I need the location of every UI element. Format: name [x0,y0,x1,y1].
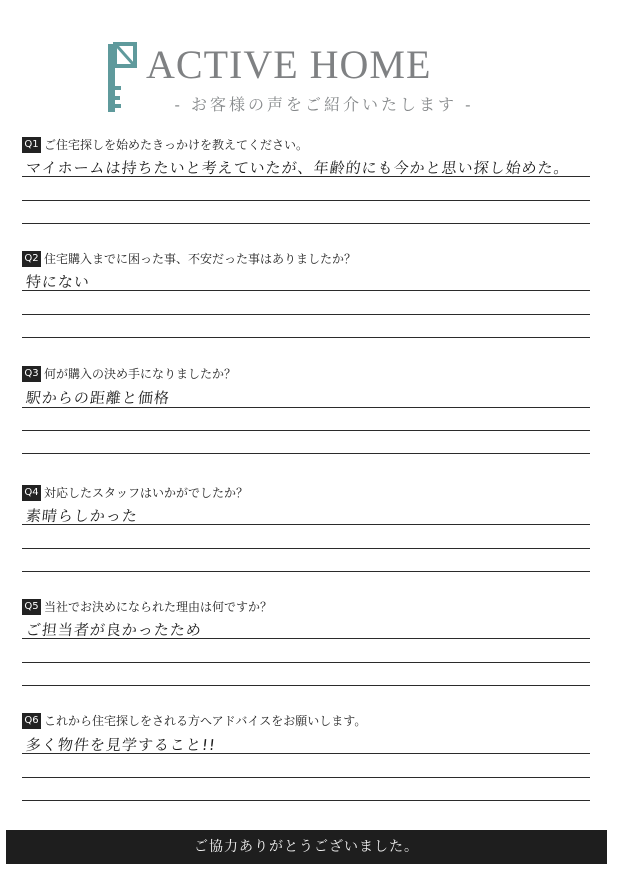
answer-line [22,662,590,663]
answer-1: マイホームは持ちたいと考えていたが、年齢的にも今かと思い探し始めた。 [25,159,571,177]
answer-line [22,314,590,315]
question-number: Q4 [22,485,41,501]
answer-line [22,777,590,778]
answer-5: ご担当者が良かったため [25,621,203,639]
question-text: 住宅購入までに困った事、不安だった事はありましたか？ [44,252,357,266]
brand-name: ACTIVE HOME [146,42,432,87]
answer-line [22,407,590,408]
answer-6: 多く物件を見学すること!! [25,736,217,754]
question-text: これから住宅探しをされる方へアドバイスをお願いします。 [44,714,367,728]
question-text: 対応したスタッフはいかがでしたか？ [44,486,249,500]
question-number: Q2 [22,251,41,267]
question-number: Q1 [22,137,41,153]
answer-line [22,524,590,525]
answer-line [22,290,590,291]
answer-line [22,685,590,686]
question-text: 当社でお決めになられた理由は何ですか？ [44,600,273,614]
question-number: Q3 [22,366,41,382]
answer-3: 駅からの距離と価格 [25,389,171,407]
answer-line [22,430,590,431]
answer-line [22,548,590,549]
answer-line [22,337,590,338]
answer-line [22,571,590,572]
key-logo-icon [106,42,138,114]
answer-line [22,223,590,224]
answer-line [22,453,590,454]
tagline: - お客様の声をご紹介いたします - [174,95,474,114]
answer-4: 素晴らしかった [25,507,139,525]
header [0,36,619,120]
answer-line [22,638,590,639]
question-text: ご住宅探しを始めたきっかけを教えてください。 [44,138,309,152]
thank-you-footer: ご協力ありがとうございました。 [6,830,607,864]
answer-line [22,753,590,754]
answer-line [22,800,590,801]
answer-line [22,200,590,201]
question-number: Q6 [22,713,41,729]
question-number: Q5 [22,599,41,615]
answer-2: 特にない [25,273,91,291]
answer-line [22,176,590,177]
question-text: 何が購入の決め手になりましたか？ [44,367,237,381]
